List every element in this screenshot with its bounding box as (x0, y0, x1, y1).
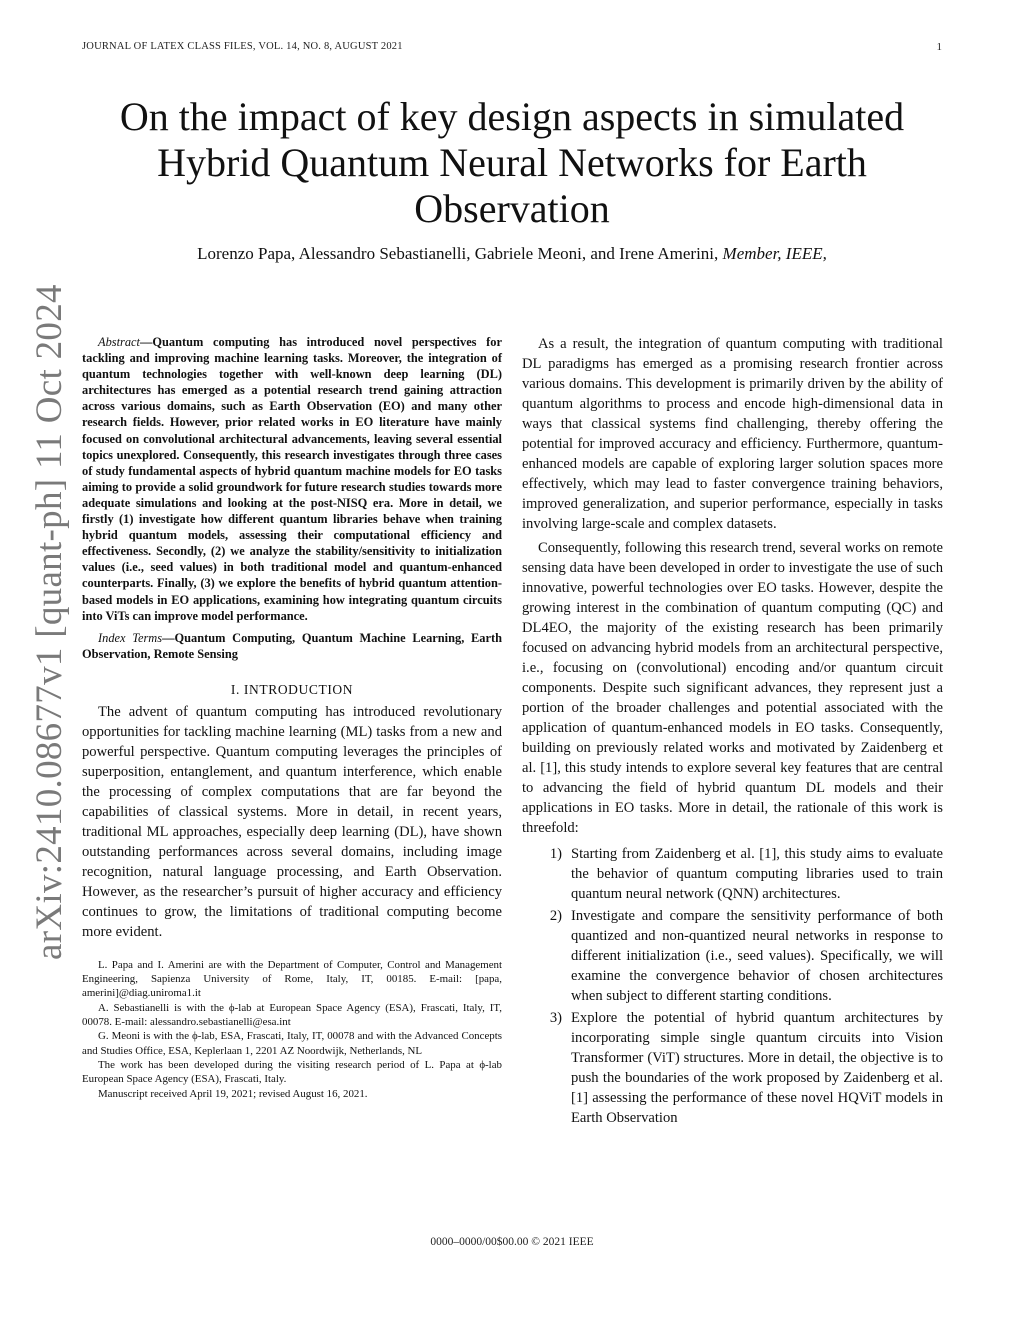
abstract (82, 334, 502, 624)
page-number: 1 (936, 41, 942, 53)
author-names: Lorenzo Papa, Alessandro Sebastianelli, Gabriele Meoni, and Irene Amerini, (197, 244, 719, 263)
list-text: Explore the potential of hybrid quantum architectures by incorporating simple single quantum circuits into Vision Transformer (ViT) structures. More in detail, the objective is to push the boundaries of the work proposed by Zaidenberg et al. [1] assessing the performance of these novel HQViT models in Earth Observation (571, 1010, 943, 1126)
footnote: A. Sebastianelli is with the ϕ-lab at European Space Agency (ESA), Frascati, Italy, IT, 00078. E-mail: alessandro.sebastianelli@esa.int (82, 1001, 502, 1029)
list-text: Starting from Zaidenberg et al. [1], this study aims to evaluate the behavior of quantum computing libraries used to train quantum neural network (QNN) architectures. (571, 846, 943, 902)
footnote: L. Papa and I. Amerini are with the Department of Computer, Control and Management Engineering, Sapienza University of Rome, Italy, IT, 00185. E-mail: [papa, amerini]@diag.uniroma1.it (82, 958, 502, 1000)
body-paragraph: As a result, the integration of quantum computing with traditional DL paradigms has emerged as a promising research frontier across various domains. This development is primarily driven by the ability of quantum algorithms to process and encode high-dimensional data in ways that classical systems find challenging, thereby offering the potential for improved accuracy and efficiency. Furthermore, quantum-enhanced models are capable of exploring larger solution spaces more effectively, which may lead to faster convergence training behaviors, improved generalization, and superior performance, especially in tasks involving large-scale and complex datasets. (522, 336, 943, 532)
abstract-label: Abstract (98, 335, 140, 349)
list-item (522, 844, 943, 904)
section-heading: I. INTRODUCTION (230, 681, 354, 697)
index-terms-text: —Quantum Computing, Quantum Machine Learning, Earth Observation, Remote Sensing (82, 630, 502, 661)
footnotes (82, 958, 502, 1101)
running-head: JOURNAL OF LATEX CLASS FILES, VOL. 14, NO. 8, AUGUST 2021 (82, 41, 403, 52)
abstract-text: —Quantum computing has introduced novel perspectives for tackling and improving machine learning tasks. Moreover, the integration of quantum technologies together with well-known deep learning (DL) architectures has emerged as a potential research trend gaining attraction across various domains, such as Earth Observation (EO) and many other research fields. However, prior related works in EO literature have mainly focused on convolutional architectural advancements, leaving several essential topics unexplored. Consequently, this research investigates through three cases of study fundamental aspects of hybrid quantum machine models for EO tasks aiming to provide a solid groundwork for future research studies towards more adequate simulations and looking at the post-NISQ era. More in detail, we firstly (1) investigate how different quantum libraries behave when training hybrid quantum models, assessing their computational efficiency and effectiveness. Secondly, (2) we analyze the stability/sensitivity to initialization values (i.e., seed values) in both traditional model and quantum-enhanced counterparts. Finally, (3) we explore the benefits of hybrid quantum attention-based models in EO applications, examining how integrating quantum circuits into ViTs can improve model performance. (82, 335, 502, 623)
index-terms-label: Index Terms (98, 630, 163, 645)
title-line: On the impact of key design aspects in simulated (119, 94, 905, 139)
left-column (82, 334, 502, 1101)
author-line (82, 244, 942, 264)
list-item (522, 1008, 943, 1128)
title-line: Hybrid Quantum Neural Networks for Earth (157, 140, 867, 185)
right-column (522, 334, 943, 1130)
footnote: Manuscript received April 19, 2021; revised August 16, 2021. (98, 1087, 368, 1100)
list-number: 1) (549, 846, 562, 862)
copyright-footer: 0000–0000/00$00.00 © 2021 IEEE (430, 1236, 594, 1248)
intro-paragraph: The advent of quantum computing has introduced revolutionary opportunities for tackling machine learning (ML) tasks from a new and powerful perspective. Quantum computing leverages the principles of superposition, entanglement, and quantum interference, which enable the processing of complex computations that are far beyond the capabilities of classical systems. More in detail, in recent years, traditional ML approaches, especially deep learning (DL), have shown outstanding performances across several domains, including image recognition, natural language processing, and Earth Observation. However, as the researcher’s pursuit of higher accuracy and efficiency continues to grow, the limitations of traditional computing become more evident. (82, 703, 502, 940)
title-line: Observation (414, 186, 610, 231)
list-text: Investigate and compare the sensitivity performance of both quantized and non-quantized neural networks in response to different initialization (i.e., seed values). Specifically, we will examine the convergence behavior of chosen architectures when subject to different starting conditions. (571, 908, 943, 1004)
arxiv-stamp: arXiv:2410.08677v1 [quant-ph] 11 Oct 2024 (29, 284, 70, 960)
body-paragraph: Consequently, following this research trend, several works on remote sensing data have been developed in order to investigate the use of such innovative, powerful technologies over EO tasks. However, despite the growing interest in the combination of quantum computing (QC) and DL4EO, the majority of the existing research has been primarily focused on advancing hybrid models from an architectural perspective, i.e., focusing on (convolutional) encoding and/or quantum circuit components. Despite such significant advances, they represent just a portion of the broader challenges and potential associated with the application of quantum-enhanced models in EO tasks. Consequently, building on previously related works and motivated by Zaidenberg et al. [1], this study intends to explore several key features that are central to advancing the field of hybrid quantum DL models and their applications in EO tasks. More in detail, the rationale of this work is threefold: (522, 540, 943, 836)
list-item (522, 906, 943, 1006)
index-terms (82, 630, 502, 662)
author-membership: Member, IEEE, (722, 244, 827, 263)
footnote: The work has been developed during the visiting research period of L. Papa at ϕ-lab European Space Agency (ESA), Frascati, Italy. (82, 1058, 502, 1086)
list-number: 2) (549, 908, 562, 924)
footnote: G. Meoni is with the ϕ-lab, ESA, Frascati, Italy, IT, 00078 and with the Advanced Concepts and Studies Office, ESA, Keplerlaan 1, 2201 AZ Noordwijk, Netherlands, NL (82, 1030, 502, 1057)
contribution-list (522, 844, 943, 1128)
paper-title (82, 94, 942, 232)
list-number: 3) (549, 1010, 562, 1026)
